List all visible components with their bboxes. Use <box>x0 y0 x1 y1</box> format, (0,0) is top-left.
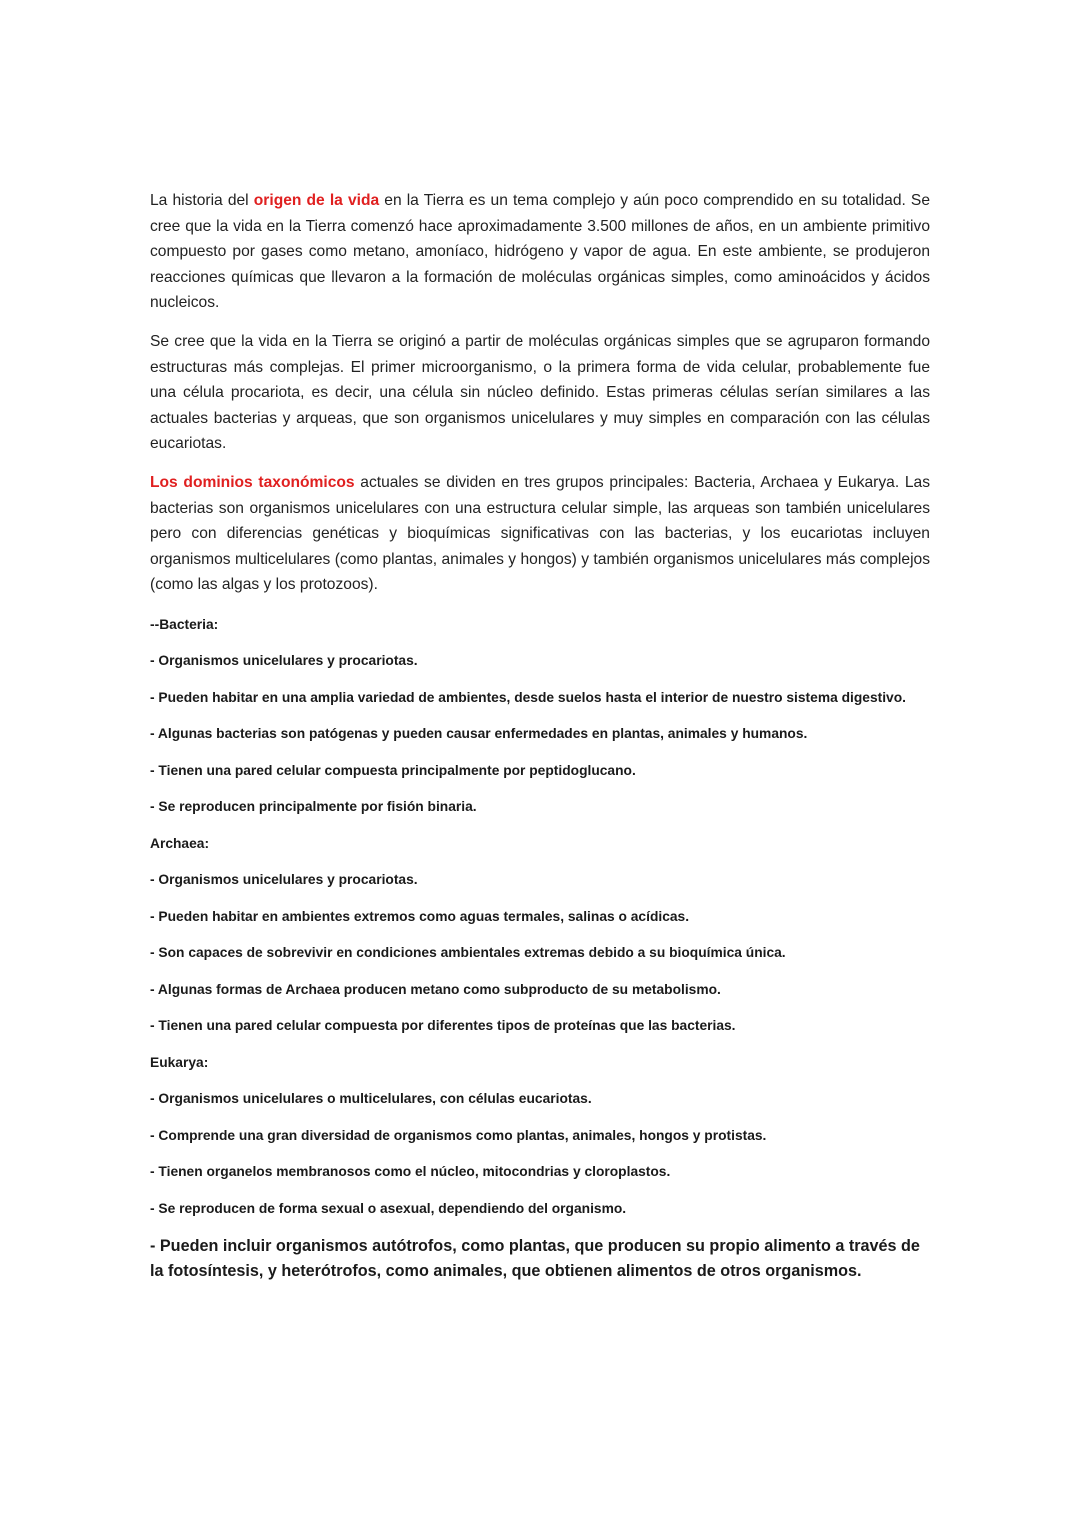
final-statement: - Pueden incluir organismos autótrofos, como plantas, que producen su propio alimento a través de la fotosíntesis, y heterótrofos, como animales, que obtienen alimentos de otros organismos. <box>150 1237 920 1281</box>
list-item: - Son capaces de sobrevivir en condiciones ambientales extremas debido a su bioquímica única. <box>150 945 786 961</box>
section-heading-archaea: Archaea: <box>150 835 210 851</box>
list-item: - Se reproducen de forma sexual o asexual, dependiendo del organismo. <box>150 1200 627 1216</box>
document-page <box>150 188 930 1284</box>
list-item: - Se reproducen principalmente por fisión binaria. <box>150 799 477 815</box>
intro-p1-after: en la Tierra es un tema complejo y aún poco comprendido en su totalidad. Se cree que la vida en la Tierra comenzó hace aproximadamente 3.500 millones de años, en un ambiente primitivo compuesto por gases como metano, amoníaco, hidrógeno y vapor de agua. En este ambiente, se produjeron reacciones químicas que llevaron a la formación de moléculas orgánicas simples, como aminoácidos y ácidos nucleicos. <box>150 192 931 312</box>
list-item: - Organismos unicelulares o multicelulares, con células eucariotas. <box>150 1091 592 1107</box>
intro-p3-after: actuales se dividen en tres grupos principales: Bacteria, Archaea y Eukarya. Las bacterias son organismos unicelulares con una estructura celular simple, las arqueas son también unicelulares pero con diferencias genéticas y bioquímicas significativas con las bacterias, y los eucariotas incluyen organismos multicelulares (como plantas, animales y hongos) y también organismos unicelulares más complejos (como las algas y los protozoos). <box>150 473 930 594</box>
intro-p1-before: La historia del <box>150 192 254 209</box>
list-item: - Organismos unicelulares y procariotas. <box>150 653 418 669</box>
section-eukarya <box>150 1052 930 1285</box>
list-item: - Pueden habitar en una amplia variedad de ambientes, desde suelos hasta el interior de nuestro sistema digestivo. <box>150 689 906 705</box>
list-item: - Algunas bacterias son patógenas y pueden causar enfermedades en plantas, animales y humanos. <box>150 726 808 742</box>
list-item: - Pueden habitar en ambientes extremos como aguas termales, salinas o acídicas. <box>150 908 690 924</box>
list-item: - Tienen una pared celular compuesta principalmente por peptidoglucano. <box>150 762 636 778</box>
section-archaea <box>150 833 930 1038</box>
section-bacteria <box>150 614 930 819</box>
intro-paragraph-first-cell: Se cree que la vida en la Tierra se originó a partir de moléculas orgánicas simples que se agruparon formando estructuras más complejas. El primer microorganismo, o la primera forma de vida celular, probablemente fue una célula procariota, es decir, una célula sin núcleo definido. Estas primeras células serían similares a las actuales bacterias y arqueas, que son organismos unicelulares y muy simples en comparación con las células eucariotas. <box>150 332 930 453</box>
section-heading-eukarya: Eukarya: <box>150 1054 209 1070</box>
list-item: - Organismos unicelulares y procariotas. <box>150 872 418 888</box>
list-item: - Tienen organelos membranosos como el núcleo, mitocondrias y cloroplastos. <box>150 1164 671 1180</box>
list-item: - Algunas formas de Archaea producen metano como subproducto de su metabolismo. <box>150 981 721 997</box>
section-heading-bacteria: --Bacteria: <box>150 616 219 632</box>
highlight-dominios-taxonomicos: Los dominios taxonómicos <box>150 473 355 491</box>
list-item: - Tienen una pared celular compuesta por diferentes tipos de proteínas que las bacterias. <box>150 1018 736 1034</box>
intro-paragraph-origin <box>150 188 930 316</box>
highlight-origen-de-la-vida: origen de la vida <box>253 192 380 209</box>
intro-paragraph-domains <box>150 470 930 598</box>
list-item: - Comprende una gran diversidad de organismos como plantas, animales, hongos y protistas. <box>150 1127 767 1143</box>
